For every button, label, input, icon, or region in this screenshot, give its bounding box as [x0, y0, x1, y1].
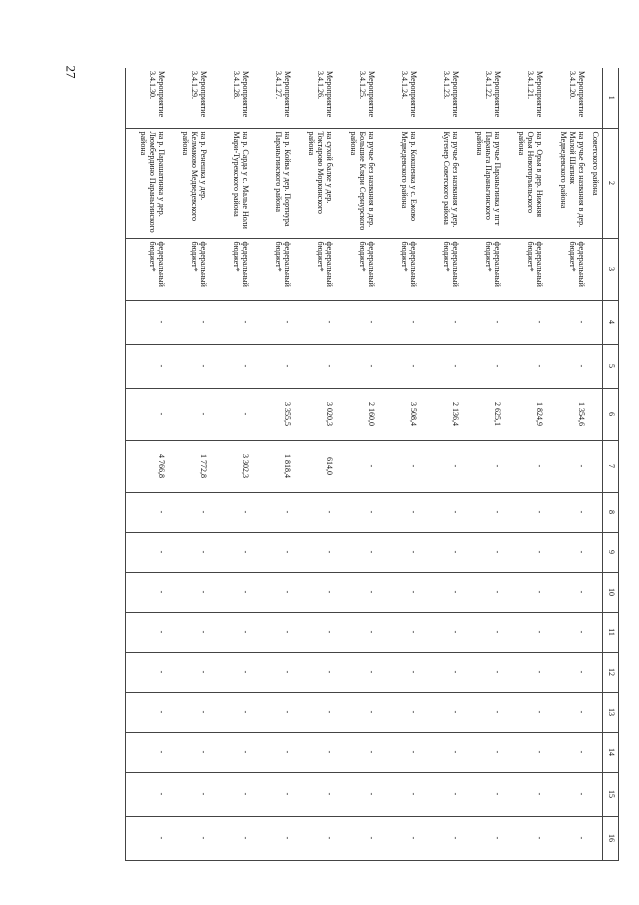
table-cell: федеральный бюджет*: [126, 238, 168, 300]
table-cell: федеральный бюджет*: [420, 238, 462, 300]
table-cell: -: [546, 612, 588, 652]
table-cell: -: [252, 692, 294, 732]
table-cell: на р. Кокшенка у с. Ежово Медведевского района: [378, 128, 420, 238]
table-cell: Мероприятие 3.4.1.22.: [462, 68, 504, 128]
table-cell: на р. Ренешка у дер. Келмаково Медведевского района: [168, 128, 210, 238]
table-cell: -: [420, 300, 462, 344]
table-cell: 1 772,8: [168, 440, 210, 492]
table-cell: Мероприятие 3.4.1.26.: [294, 68, 336, 128]
table-cell: -: [462, 652, 504, 692]
table-cell: -: [168, 532, 210, 572]
table-cell: -: [504, 572, 546, 612]
table-cell: -: [504, 532, 546, 572]
table-cell: на р. Парашатинка у дер. Люмбердино Параньгинского района: [126, 128, 168, 238]
table-cell: -: [294, 692, 336, 732]
table-cell: -: [336, 300, 378, 344]
table-cell: -: [378, 440, 420, 492]
table-cell: -: [252, 572, 294, 612]
table-cell: -: [420, 532, 462, 572]
table-row: [546, 68, 588, 860]
table-cell: -: [546, 816, 588, 860]
table-cell: на р. Сарда у с. Малые Ноли Мари-Турекского района: [210, 128, 252, 238]
column-header: 7: [603, 440, 619, 492]
table-cell: -: [294, 344, 336, 388]
table-cell: 614,0: [294, 440, 336, 492]
table-cell: -: [378, 816, 420, 860]
table-cell: -: [546, 440, 588, 492]
table-cell: -: [336, 572, 378, 612]
table-cell: -: [252, 816, 294, 860]
table-cell: -: [126, 692, 168, 732]
table-cell: 3 508,4: [378, 388, 420, 440]
table-cell: -: [420, 732, 462, 772]
table-cell: -: [294, 572, 336, 612]
table-cell: -: [504, 692, 546, 732]
table-cell: федеральный бюджет*: [210, 238, 252, 300]
table-cell: -: [462, 492, 504, 532]
table-cell: -: [378, 692, 420, 732]
table-cell: -: [378, 652, 420, 692]
table-cell: -: [546, 652, 588, 692]
table-row: [126, 68, 168, 860]
table-cell: 2 625,1: [462, 388, 504, 440]
table-cell: -: [126, 732, 168, 772]
table-cell: -: [294, 612, 336, 652]
table-cell: -: [168, 344, 210, 388]
table-cell: 1 824,9: [504, 388, 546, 440]
table-cell: 2 136,4: [420, 388, 462, 440]
table-cell: -: [336, 732, 378, 772]
table-cell: -: [252, 732, 294, 772]
section-row: [588, 68, 603, 860]
table-cell: -: [252, 492, 294, 532]
table-cell: Мероприятие 3.4.1.23.: [420, 68, 462, 128]
column-header: 9: [603, 532, 619, 572]
table-cell: -: [336, 440, 378, 492]
table-cell: -: [420, 692, 462, 732]
page-number: 27: [63, 65, 79, 79]
table-cell: федеральный бюджет*: [462, 238, 504, 300]
table-cell: -: [126, 772, 168, 816]
table-cell: -: [504, 772, 546, 816]
column-header: 16: [603, 816, 619, 860]
table-cell: -: [546, 572, 588, 612]
table-cell: -: [294, 492, 336, 532]
table-cell: -: [210, 388, 252, 440]
table-cell: Мероприятие 3.4.1.24.: [378, 68, 420, 128]
table-cell: -: [462, 572, 504, 612]
table-cell: -: [294, 772, 336, 816]
table-cell: -: [252, 300, 294, 344]
table-cell: -: [462, 532, 504, 572]
table-cell: -: [546, 772, 588, 816]
table-cell: -: [504, 492, 546, 532]
table-cell: -: [294, 652, 336, 692]
table-row: [168, 68, 210, 860]
table-cell: федеральный бюджет*: [504, 238, 546, 300]
column-header: 8: [603, 492, 619, 532]
table-cell: -: [252, 344, 294, 388]
table-cell: -: [168, 732, 210, 772]
column-header: 3: [603, 238, 619, 300]
table-cell: -: [168, 300, 210, 344]
table-cell: 1 354,6: [546, 388, 588, 440]
table-cell: -: [462, 772, 504, 816]
table-cell: федеральный бюджет*: [252, 238, 294, 300]
table-cell: -: [546, 300, 588, 344]
table-cell: 1 818,4: [252, 440, 294, 492]
table-cell: -: [378, 612, 420, 652]
table-row: [294, 68, 336, 860]
table-cell: 2 160,0: [336, 388, 378, 440]
table-cell: -: [210, 692, 252, 732]
table-row: [210, 68, 252, 860]
table-cell: -: [126, 532, 168, 572]
table-cell: -: [252, 612, 294, 652]
table-cell: -: [378, 492, 420, 532]
table-body: [126, 68, 603, 860]
table-cell: -: [546, 732, 588, 772]
table-cell: -: [126, 492, 168, 532]
table-cell: на ручье без названия в дер. Малой Шапняк Медведевского района: [546, 128, 588, 238]
table-cell: -: [336, 692, 378, 732]
column-header: 14: [603, 732, 619, 772]
column-header: 15: [603, 772, 619, 816]
table-cell: 3 020,3: [294, 388, 336, 440]
column-header: 13: [603, 692, 619, 732]
column-header: 12: [603, 652, 619, 692]
table-cell: -: [210, 612, 252, 652]
table-cell: -: [210, 344, 252, 388]
table-row: [378, 68, 420, 860]
table-cell: Мероприятие 3.4.1.28.: [210, 68, 252, 128]
table-cell: 3 355,5: [252, 388, 294, 440]
table-cell: -: [504, 652, 546, 692]
table-cell: -: [210, 572, 252, 612]
table-cell: -: [336, 652, 378, 692]
table-cell: -: [420, 816, 462, 860]
table-cell: -: [126, 300, 168, 344]
table-cell: -: [504, 732, 546, 772]
table-row: [252, 68, 294, 860]
table-cell: -: [252, 772, 294, 816]
table-cell: -: [504, 612, 546, 652]
table-cell: на р. Койва у дер. Портнура Параньгинского района: [252, 128, 294, 238]
table-row: [504, 68, 546, 860]
table-row: [462, 68, 504, 860]
table-cell: -: [378, 300, 420, 344]
table-cell: -: [126, 652, 168, 692]
column-header: 1: [603, 68, 619, 128]
table-cell: -: [420, 492, 462, 532]
table-cell: Мероприятие 3.4.1.29.: [168, 68, 210, 128]
table-cell: -: [462, 692, 504, 732]
table-cell: -: [252, 652, 294, 692]
table-cell: -: [126, 816, 168, 860]
table-cell: федеральный бюджет*: [378, 238, 420, 300]
table-cell: -: [504, 344, 546, 388]
table-cell: -: [546, 532, 588, 572]
table-cell: -: [378, 732, 420, 772]
table-cell: -: [210, 532, 252, 572]
table-cell: федеральный бюджет*: [294, 238, 336, 300]
column-header: 6: [603, 388, 619, 440]
table-cell: на сухой балке у дер. Токтарово Моркинского района: [294, 128, 336, 238]
table-cell: -: [126, 572, 168, 612]
table-cell: -: [168, 772, 210, 816]
table-cell: -: [126, 388, 168, 440]
table-cell: на р. Орья в дер. Нижняя Орья Новоторъяльского района: [504, 128, 546, 238]
table-cell: -: [504, 440, 546, 492]
table-cell: -: [504, 816, 546, 860]
column-header: 5: [603, 344, 619, 388]
table-cell: -: [126, 612, 168, 652]
table-cell: -: [378, 344, 420, 388]
table-cell: Мероприятие 3.4.1.25.: [336, 68, 378, 128]
table-cell: -: [336, 816, 378, 860]
table-cell: федеральный бюджет*: [546, 238, 588, 300]
table-cell: -: [462, 344, 504, 388]
table-cell: -: [210, 816, 252, 860]
table-cell: -: [294, 816, 336, 860]
table-cell: -: [336, 612, 378, 652]
table-cell: -: [210, 300, 252, 344]
table-row: [336, 68, 378, 860]
table-cell: -: [210, 772, 252, 816]
table-cell: -: [462, 612, 504, 652]
table-row: [420, 68, 462, 860]
table-cell: Мероприятие 3.4.1.30.: [126, 68, 168, 128]
header-row: [603, 68, 619, 860]
table-cell: -: [168, 692, 210, 732]
table-cell: -: [420, 440, 462, 492]
table-cell: -: [336, 532, 378, 572]
table-cell: -: [168, 388, 210, 440]
column-header: 10: [603, 572, 619, 612]
column-header: 2: [603, 128, 619, 238]
table-cell: -: [420, 612, 462, 652]
table-cell: -: [546, 692, 588, 732]
table-cell: -: [336, 344, 378, 388]
table-cell: -: [378, 772, 420, 816]
table-cell: 4 766,8: [126, 440, 168, 492]
table-cell: -: [294, 732, 336, 772]
table-cell: -: [336, 772, 378, 816]
table-cell: -: [210, 732, 252, 772]
table-cell: -: [462, 300, 504, 344]
section-title: Советского района: [588, 128, 603, 238]
table-cell: -: [378, 572, 420, 612]
table-cell: -: [420, 772, 462, 816]
table-cell: -: [252, 532, 294, 572]
table-cell: Мероприятие 3.4.1.27.: [252, 68, 294, 128]
table-cell: -: [210, 492, 252, 532]
table-cell: -: [378, 532, 420, 572]
table-cell: -: [210, 652, 252, 692]
table-cell: -: [168, 816, 210, 860]
table-cell: -: [168, 492, 210, 532]
table-cell: -: [294, 532, 336, 572]
table-cell: -: [462, 440, 504, 492]
column-header: 11: [603, 612, 619, 652]
table-cell: федеральный бюджет*: [168, 238, 210, 300]
table-cell: на ручье без названия у дер. Кугенер Советского района: [420, 128, 462, 238]
table-cell: -: [336, 492, 378, 532]
table-cell: Мероприятие 3.4.1.20.: [546, 68, 588, 128]
table-cell: на ручье Параньгинка у пгт Параньга Параньгинского района: [462, 128, 504, 238]
table-cell: -: [504, 300, 546, 344]
budget-table: [126, 68, 620, 861]
table-cell: на ручье без названия в дер. Большие Кляри Сернурского района: [336, 128, 378, 238]
table-cell: федеральный бюджет*: [336, 238, 378, 300]
column-header: 4: [603, 300, 619, 344]
table-cell: Мероприятие 3.4.1.21.: [504, 68, 546, 128]
table-cell: -: [420, 572, 462, 612]
table-cell: -: [420, 344, 462, 388]
table-header: [603, 68, 619, 860]
table-cell: -: [420, 652, 462, 692]
table-cell: 3 302,3: [210, 440, 252, 492]
table-cell: -: [294, 300, 336, 344]
table-cell: -: [168, 652, 210, 692]
table-cell: -: [168, 612, 210, 652]
table-cell: -: [126, 344, 168, 388]
table-cell: -: [462, 732, 504, 772]
table-cell: -: [546, 344, 588, 388]
table-cell: -: [462, 816, 504, 860]
table-cell: -: [546, 492, 588, 532]
table-cell: -: [168, 572, 210, 612]
